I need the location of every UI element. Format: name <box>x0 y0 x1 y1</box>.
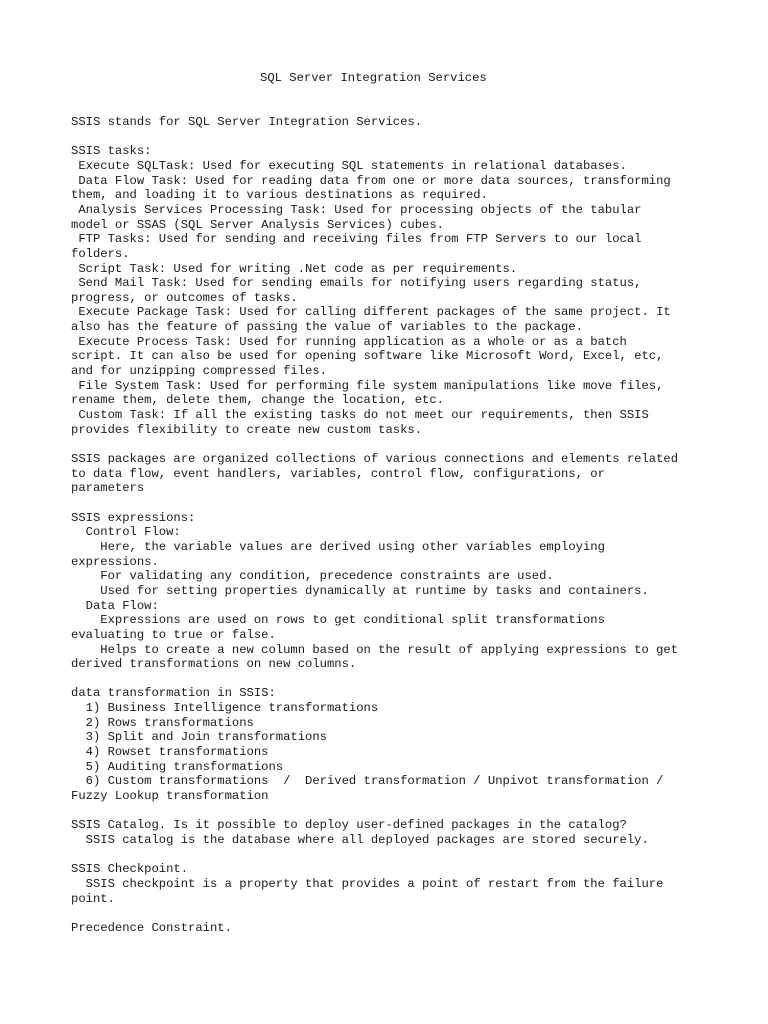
text-line: 1) Business Intelligence transformations <box>71 701 379 716</box>
text-line: Script Task: Used for writing .Net code as per requirements. <box>71 261 518 276</box>
text-line: 2) Rows transformations <box>71 715 254 730</box>
text-line: evaluating to true or false. <box>71 627 276 642</box>
blank-line <box>71 672 711 687</box>
text-line: SSIS tasks: <box>71 144 152 159</box>
text-line: data transformation in SSIS: <box>71 686 276 701</box>
text-line: to data flow, event handlers, variables, control flow, configurations, or <box>71 466 605 481</box>
text-line: 5) Auditing transformations <box>71 759 284 774</box>
text-line: Here, the variable values are derived using other variables employing <box>71 539 605 554</box>
document-page <box>71 71 711 936</box>
text-line: progress, or outcomes of tasks. <box>71 290 298 305</box>
title-spacer <box>71 86 711 115</box>
text-line: Analysis Services Processing Task: Used for processing objects of the tabular <box>71 202 642 217</box>
text-line: them, and loading it to various destinations as required. <box>71 188 488 203</box>
text-line: 4) Rowset transformations <box>71 745 269 760</box>
text-line: File System Task: Used for performing file system manipulations like move files, <box>71 378 664 393</box>
text-line: 3) Split and Join transformations <box>71 730 327 745</box>
blank-line <box>71 496 711 511</box>
text-line: folders. <box>71 246 130 261</box>
text-line: rename them, delete them, change the location, etc. <box>71 393 444 408</box>
text-line: Expressions are used on rows to get conditional split transformations <box>71 613 605 628</box>
text-line: Custom Task: If all the existing tasks do not meet our requirements, then SSIS <box>71 408 649 423</box>
text-line: and for unzipping compressed files. <box>71 364 327 379</box>
document-title: SQL Server Integration Services <box>260 71 487 85</box>
text-line: provides flexibility to create new custom tasks. <box>71 422 423 437</box>
text-line: 6) Custom transformations / Derived transformation / Unpivot transformation / <box>71 774 664 789</box>
text-line: SSIS packages are organized collections of various connections and elements related <box>71 452 679 467</box>
text-line: Execute Package Task: Used for calling different packages of the same project. It <box>71 305 671 320</box>
text-line: Execute SQLTask: Used for executing SQL statements in relational databases. <box>71 158 627 173</box>
text-line: parameters <box>71 481 145 496</box>
text-line: script. It can also be used for opening software like Microsoft Word, Excel, etc, <box>71 349 664 364</box>
text-line: derived transformations on new columns. <box>71 657 357 672</box>
text-line: Data Flow Task: Used for reading data from one or more data sources, transforming <box>71 173 671 188</box>
text-line: Helps to create a new column based on the result of applying expressions to get <box>71 642 679 657</box>
document-body <box>71 115 711 936</box>
blank-line <box>71 437 711 452</box>
text-line: Precedence Constraint. <box>71 920 232 935</box>
text-line: For validating any condition, precedence constraints are used. <box>71 569 554 584</box>
text-line: SSIS checkpoint is a property that provides a point of restart from the failure <box>71 876 664 891</box>
blank-line <box>71 906 711 921</box>
blank-line <box>71 804 711 819</box>
text-line: model or SSAS (SQL Server Analysis Services) cubes. <box>71 217 444 232</box>
text-line: Control Flow: <box>71 525 181 540</box>
text-line: SSIS Catalog. Is it possible to deploy user-defined packages in the catalog? <box>71 818 627 833</box>
text-line: point. <box>71 891 115 906</box>
text-line: Send Mail Task: Used for sending emails for notifying users regarding status, <box>71 276 642 291</box>
text-line: Data Flow: <box>71 598 159 613</box>
blank-line <box>71 848 711 863</box>
text-line: FTP Tasks: Used for sending and receiving files from FTP Servers to our local <box>71 232 642 247</box>
text-line: SSIS stands for SQL Server Integration Services. <box>71 114 423 129</box>
text-line: SSIS Checkpoint. <box>71 862 189 877</box>
text-line: Execute Process Task: Used for running application as a whole or as a batch <box>71 334 627 349</box>
blank-line <box>71 130 711 145</box>
text-line: SSIS expressions: <box>71 510 196 525</box>
text-line: SSIS catalog is the database where all deployed packages are stored securely. <box>71 833 649 848</box>
text-line: Fuzzy Lookup transformation <box>71 789 269 804</box>
text-line: also has the feature of passing the value of variables to the package. <box>71 320 583 335</box>
text-line: expressions. <box>71 554 159 569</box>
text-line: Used for setting properties dynamically at runtime by tasks and containers. <box>71 583 649 598</box>
